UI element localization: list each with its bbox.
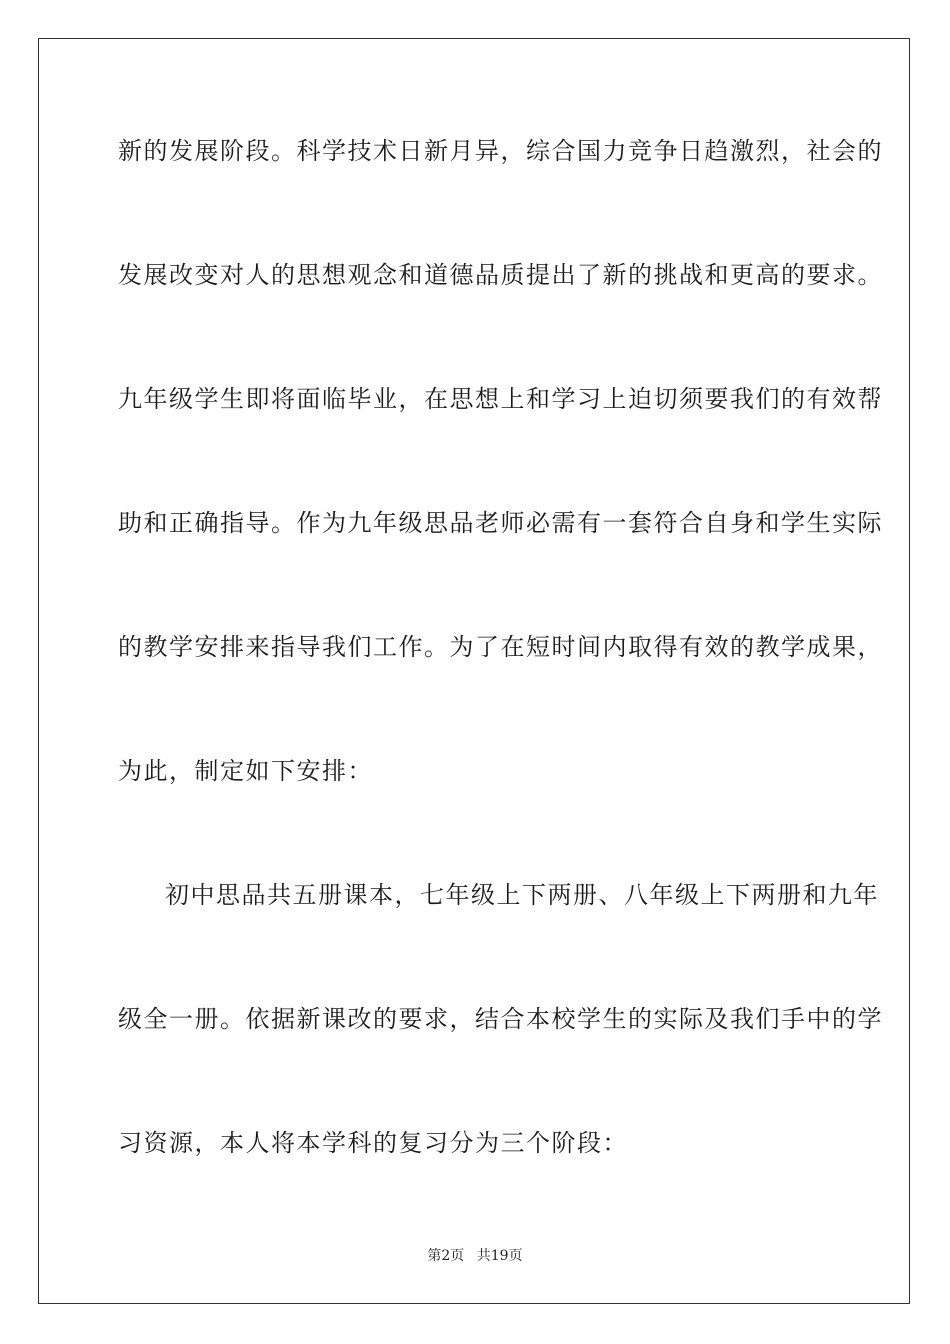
text-line-1: 新的发展阶段。科学技术日新月异，综合国力竞争日趋激烈，社会的 bbox=[118, 137, 883, 165]
page-frame bbox=[38, 38, 910, 1304]
text-line-5: 的教学安排来指导我们工作。为了在短时间内取得有效的教学成果， bbox=[118, 633, 883, 661]
text-line-7: 初中思品共五册课本，七年级上下两册、八年级上下两册和九年 bbox=[165, 881, 879, 909]
page-number: 第2页 bbox=[427, 1248, 465, 1264]
page-footer bbox=[0, 1247, 950, 1265]
text-line-2: 发展改变对人的思想观念和道德品质提出了新的挑战和更高的要求。 bbox=[118, 261, 883, 289]
text-line-3: 九年级学生即将面临毕业，在思想上和学习上迫切须要我们的有效帮 bbox=[118, 385, 883, 413]
text-line-8: 级全一册。依据新课改的要求，结合本校学生的实际及我们手中的学 bbox=[118, 1005, 883, 1033]
page-total: 共19页 bbox=[476, 1248, 523, 1264]
text-line-6: 为此，制定如下安排： bbox=[118, 757, 373, 785]
text-line-4: 助和正确指导。作为九年级思品老师必需有一套符合自身和学生实际 bbox=[118, 509, 883, 537]
text-line-9: 习资源，本人将本学科的复习分为三个阶段： bbox=[118, 1129, 628, 1157]
